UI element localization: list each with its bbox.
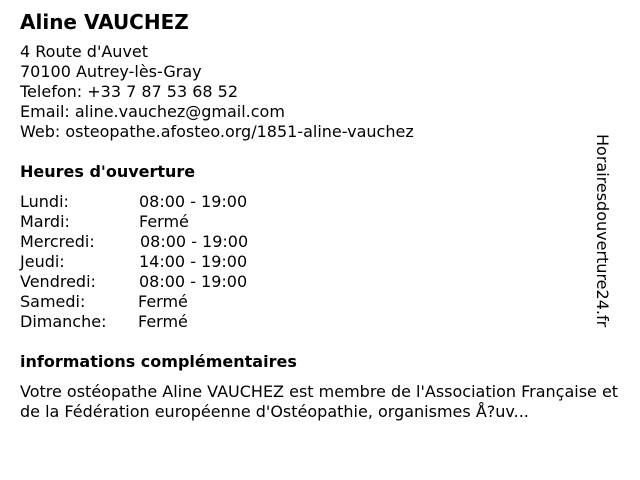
hours-value: Fermé: [138, 312, 188, 331]
opening-hours-table: [20, 192, 620, 332]
phone-number: Telefon: +33 7 87 53 68 52: [20, 82, 239, 101]
hours-value: Fermé: [139, 212, 189, 231]
watermark-text: Horairesdouverture24.fr: [593, 134, 612, 328]
hours-value: Fermé: [138, 292, 188, 311]
day-label: Samedi:: [20, 292, 86, 311]
hours-value: 08:00 - 19:00: [139, 192, 248, 211]
day-label: Mardi:: [20, 212, 70, 231]
site-watermark: [592, 134, 612, 344]
website-address: Web: osteopathe.afosteo.org/1851-aline-vauchez: [20, 122, 414, 141]
hours-value: 14:00 - 19:00: [139, 252, 248, 271]
street-address: 4 Route d'Auvet: [20, 42, 149, 61]
business-name: Aline VAUCHEZ: [20, 10, 189, 34]
email-address: Email: aline.vauchez@gmail.com: [20, 102, 285, 121]
address-block: [20, 42, 620, 142]
day-label: Mercredi:: [20, 232, 95, 251]
hours-row-dimanche: [20, 312, 620, 332]
hours-row-mercredi: [20, 232, 620, 252]
hours-row-samedi: [20, 292, 620, 312]
day-label: Vendredi:: [20, 272, 96, 291]
hours-value: 08:00 - 19:00: [139, 272, 248, 291]
hours-row-jeudi: [20, 252, 620, 272]
day-label: Jeudi:: [20, 252, 65, 271]
day-label: Lundi:: [20, 192, 69, 211]
city-address: 70100 Autrey-lès-Gray: [20, 62, 202, 81]
business-listing: [20, 8, 620, 422]
hours-row-mardi: [20, 212, 620, 232]
hours-title: Heures d'ouverture: [20, 162, 196, 181]
info-title: informations complémentaires: [20, 352, 297, 371]
day-label: Dimanche:: [20, 312, 107, 331]
hours-value: 08:00 - 19:00: [140, 232, 249, 251]
hours-row-vendredi: [20, 272, 620, 292]
info-description: Votre ostéopathe Aline VAUCHEZ est membre de l'Association Française et de la Fédération européenne d'Ostéopathie, organismes Å?uv...: [20, 382, 619, 421]
hours-row-lundi: [20, 192, 620, 212]
